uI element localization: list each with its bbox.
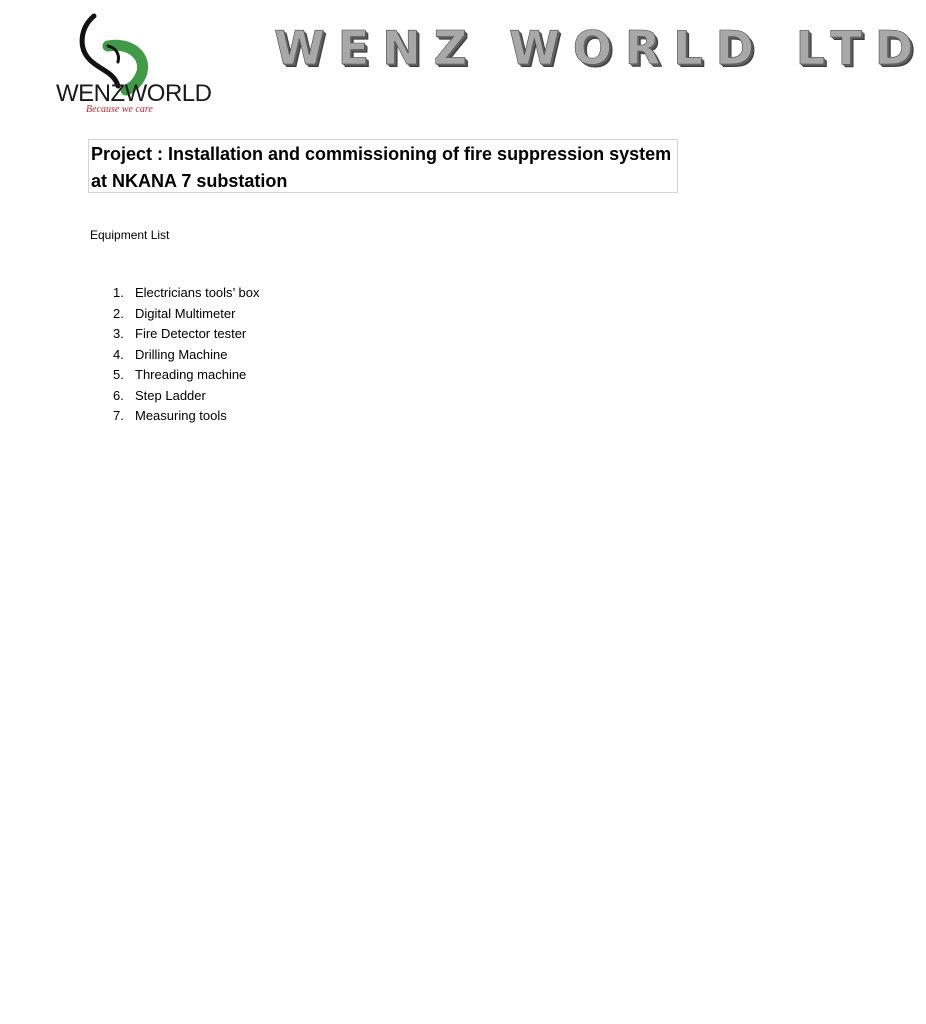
logo-tagline: Because we care [86, 104, 153, 115]
item-number: 6. [113, 387, 124, 403]
item-label: Electricians tools’ box [135, 285, 260, 300]
item-number: 1. [113, 285, 124, 300]
item-label: Drilling Machine [135, 346, 228, 362]
company-logo [56, 14, 228, 118]
item-label: Fire Detector tester [135, 326, 247, 341]
item-label: Measuring tools [135, 408, 227, 423]
item-number: 2. [113, 305, 124, 321]
item-number: 3. [113, 326, 124, 341]
project-title-box [88, 139, 678, 193]
logo-wordmark: WENZWORLD [56, 80, 212, 107]
project-title: Project : Installation and commissioning of fire suppression system at NKANA 7 substation [91, 144, 672, 191]
item-label: Digital Multimeter [135, 305, 236, 321]
item-number: 7. [113, 408, 124, 423]
item-number: 4. [113, 346, 124, 362]
company-name-banner: WENZ WORLD LTD [274, 21, 926, 75]
equipment-list-heading: Equipment List [90, 228, 170, 242]
item-number: 5. [113, 367, 124, 382]
item-label: Step Ladder [135, 387, 206, 403]
item-label: Threading machine [135, 367, 247, 382]
